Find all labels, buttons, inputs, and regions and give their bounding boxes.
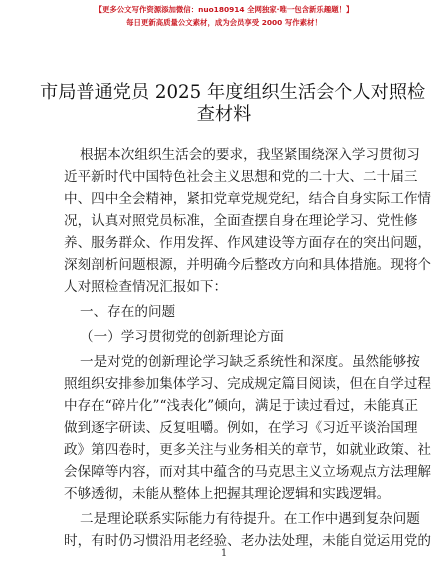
body-line: 人对照检查情况汇报如下：	[64, 279, 228, 295]
body-line: 近平新时代中国特色社会主义思想和党的二十大、二十届三	[64, 169, 418, 185]
body-line: 深刻剖析问题根源，并明确今后整改方向和具体措施。现将个	[64, 257, 432, 273]
section-heading: 一、存在的问题	[80, 304, 176, 320]
body-line: 中存在“碎片化”“浅表化”倾向，满足于读过看过，未能真正	[64, 398, 419, 414]
document-title-line-2: 查材料	[196, 104, 252, 125]
body-line: 不够透彻，未能从整体上把握其理论逻辑和实践逻辑。	[64, 486, 391, 502]
promo-banner-line-1: 【更多公文写作资源添加微信：nuo180914 全网独家·唯一包含新乐趣题！】	[94, 5, 354, 14]
body-line: 政》第四卷时，更多关注与业务相关的章节，如就业政策、社	[64, 442, 432, 458]
page-number: 1	[220, 548, 228, 559]
body-line: 况，认真对照党员标准，全面查摆自身在理论学习、党性修	[64, 213, 418, 229]
body-line: 照组织安排参加集体学习、完成规定篇目阅读，但在自学过程	[64, 376, 432, 392]
body-line: 一是对党的创新理论学习缺乏系统性和深度。虽然能够按	[80, 354, 420, 370]
promo-banner-line-2: 每日更新高质量公文素材，成为会员享受 2000 写作素材！	[126, 18, 322, 27]
body-line: 会保障等内容，而对其中蕴含的马克思主义立场观点方法理解	[64, 464, 432, 480]
body-line: 根据本次组织生活会的要求，我坚紧围绕深入学习贯彻习	[80, 147, 420, 163]
body-line: 做到逐字研读、反复咀嚼。例如，在学习《习近平谈治国理	[64, 420, 418, 436]
body-line: 中、四中全会精神，紧扣党章党规党纪，结合自身实际工作情	[64, 191, 432, 207]
body-line: 时，有时仍习惯沿用老经验、老办法处理，未能自觉运用党的	[64, 533, 432, 549]
subsection-heading: （一）学习贯彻党的创新理论方面	[80, 329, 284, 345]
body-line: 二是理论联系实际能力有待提升。在工作中遇到复杂问题	[80, 511, 420, 527]
body-line: 养、服务群众、作用发挥、作风建设等方面存在的突出问题，	[64, 235, 432, 251]
document-title-line-1: 市局普通党员 2025 年度组织生活会个人对照检	[40, 82, 426, 103]
